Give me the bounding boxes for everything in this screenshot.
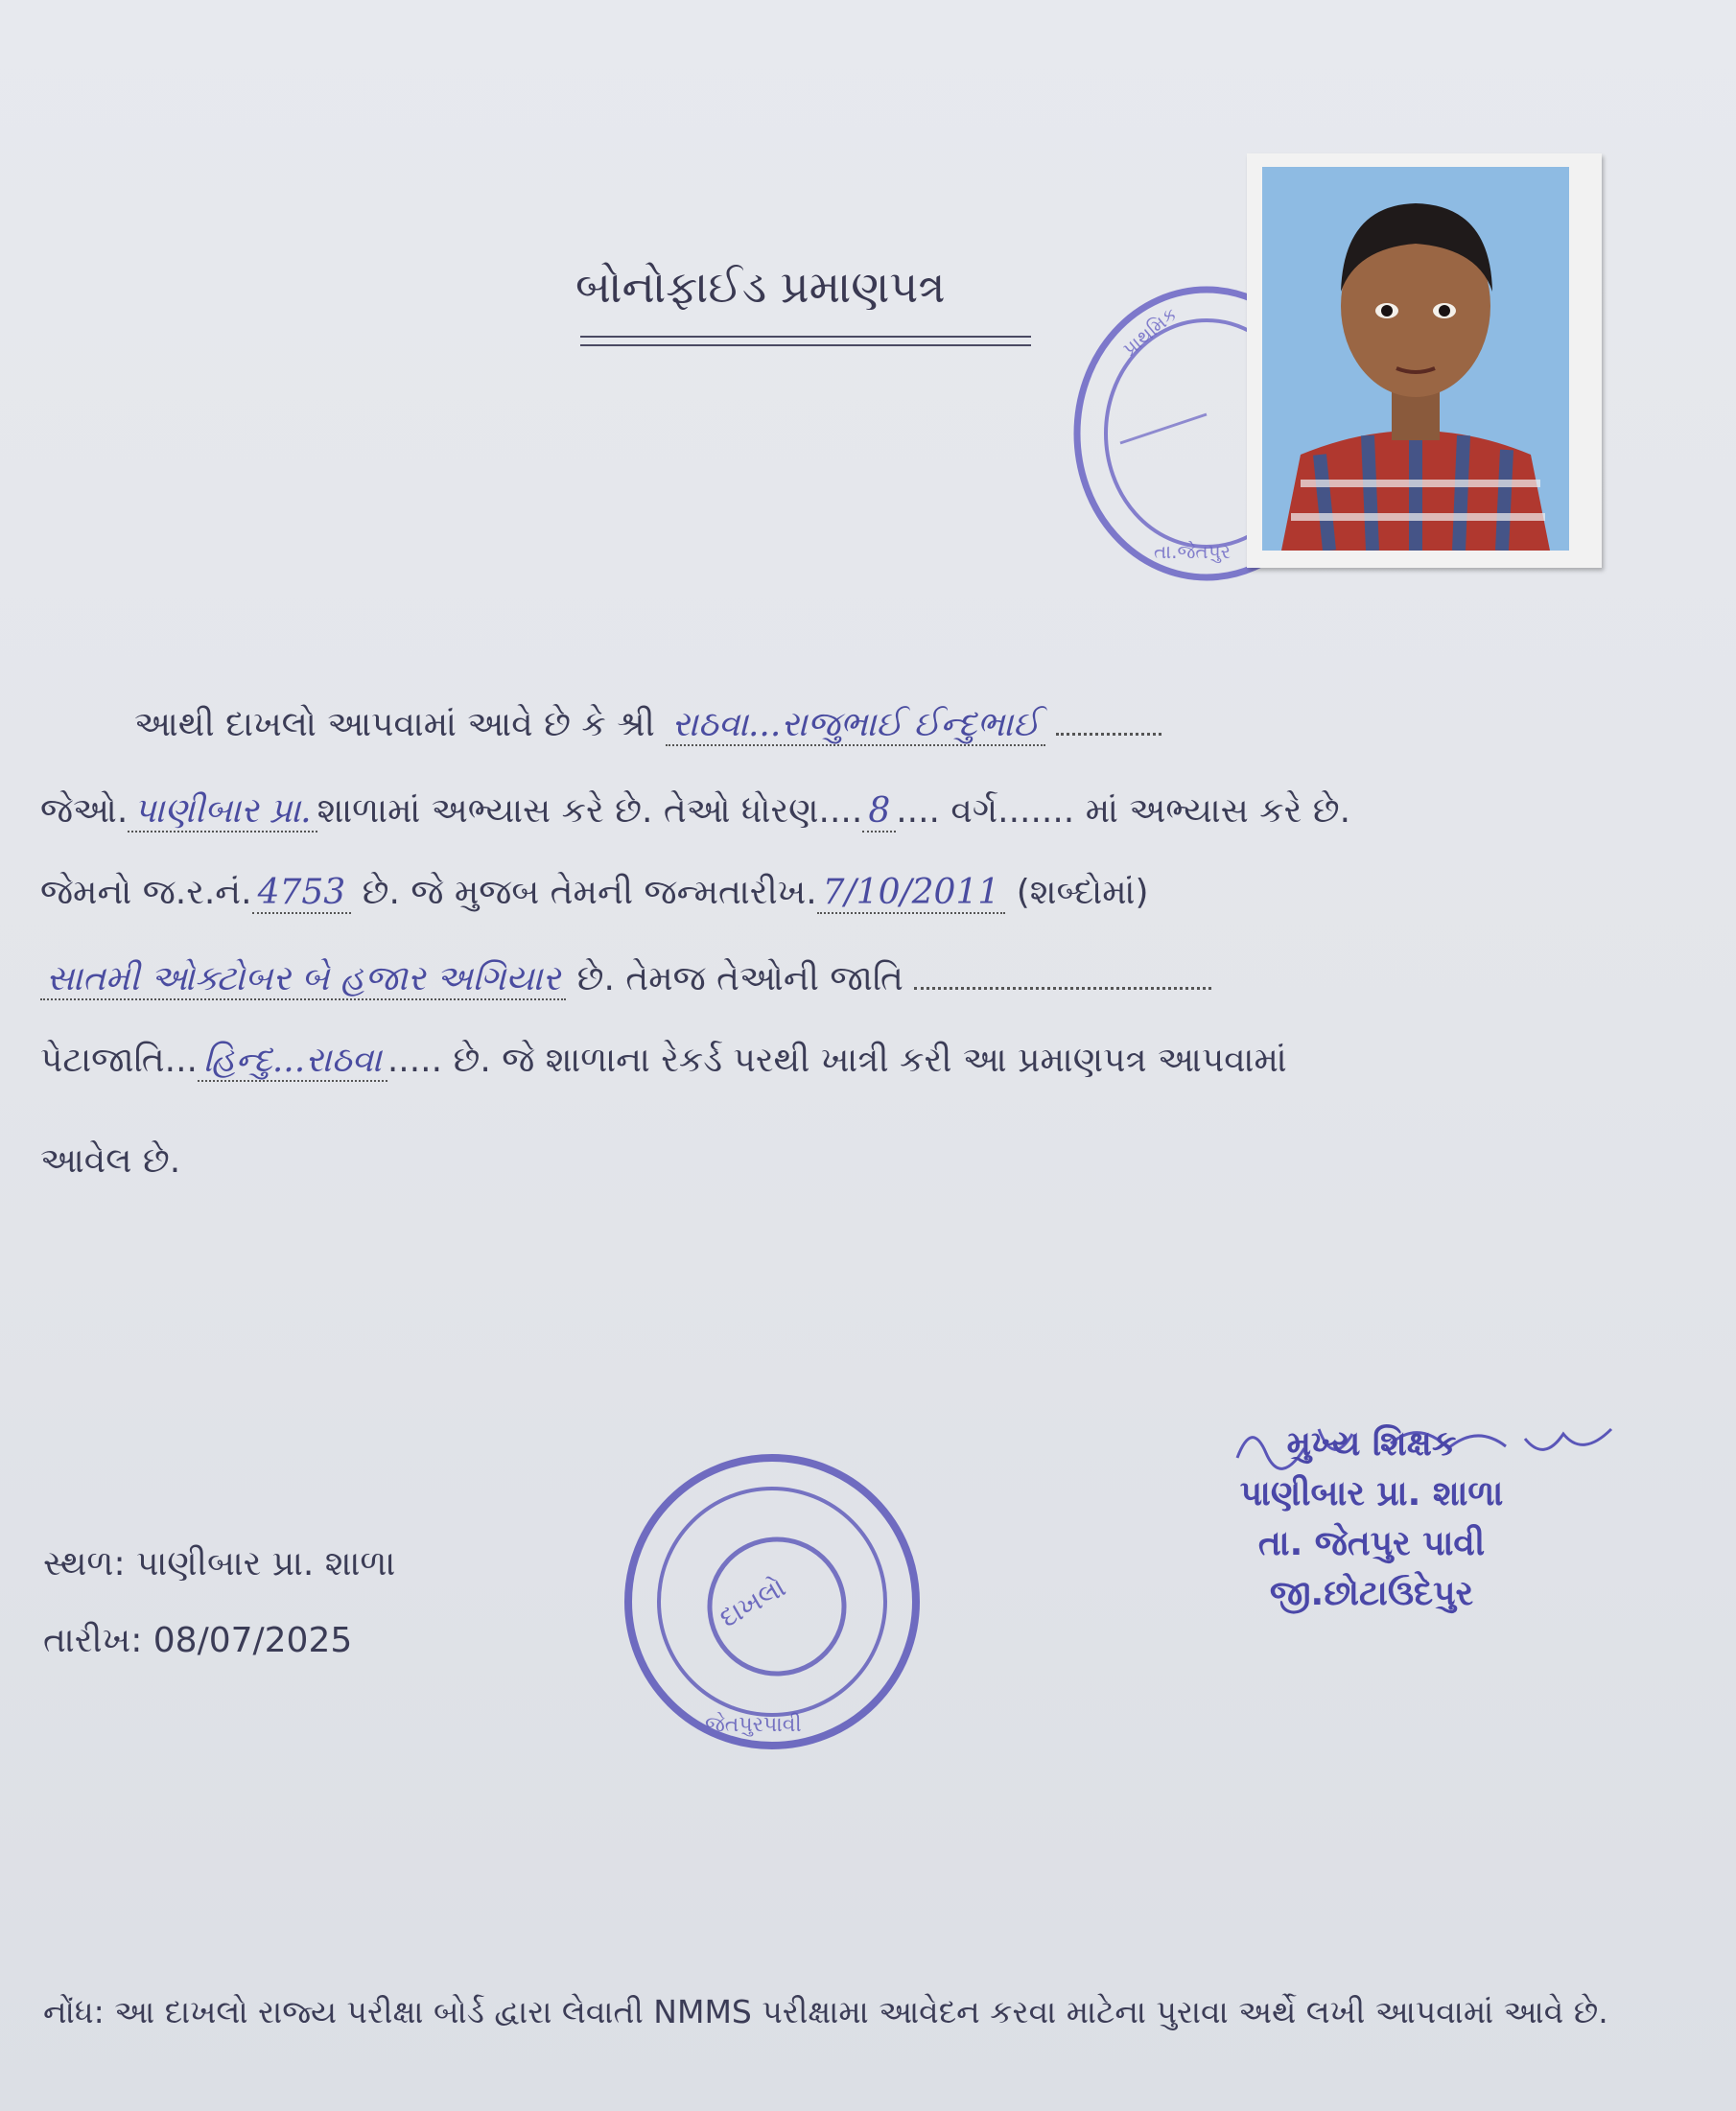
birth-date-words: સાતમી ઓક્ટોબર બે હજાર અગિયાર	[40, 959, 566, 1000]
date-label: તારીખ: 08/07/2025	[43, 1621, 353, 1660]
body-line-6: આવેલ છે.	[40, 1141, 181, 1181]
body-line-1-prefix: આથી દાખલો આપવામાં આવે છે કે શ્રી	[134, 705, 655, 744]
title-underline	[580, 336, 1031, 346]
standard-value: 8	[862, 791, 896, 833]
birth-date: 7/10/2011	[817, 873, 1006, 914]
signature-line-1: મુખ્ય શિક્ષક	[1286, 1424, 1457, 1464]
body-line-4	[40, 959, 1211, 999]
body-line-2	[40, 791, 1350, 832]
body-line-2-prefix: જેઓ.	[40, 791, 129, 831]
dotted-fill	[914, 986, 1211, 990]
student-photo-icon	[1262, 167, 1569, 551]
body-line-2-end: .... વર્ગ....... માં અભ્યાસ કરે છે.	[896, 791, 1351, 831]
svg-text:જેતપુરપાવી: જેતપુરપાવી	[705, 1713, 802, 1737]
student-name: રાઠવા...રાજુભાઈ ઈન્દુભાઈ	[666, 705, 1045, 746]
certificate-title: બોનોફાઈડ પ્રમાણપત્ર	[575, 261, 946, 313]
school-name: પાણીબાર પ્રા.	[128, 791, 317, 833]
body-line-3-end: (શબ્દોમાં)	[1016, 873, 1149, 912]
school-stamp-bottom	[614, 1443, 930, 1760]
body-line-5	[40, 1041, 1287, 1081]
sub-caste: હિન્દુ...રાઠવા	[198, 1041, 387, 1082]
body-line-3-mid: છે. જે મુજબ તેમની જન્મતારીખ.	[362, 873, 817, 912]
body-line-5-end: ..... છે. જે શાળાના રેકર્ડ પરથી ખાત્રી કરી આ પ્રમાણપત્ર આપવામાં	[387, 1041, 1287, 1080]
photo-frame	[1247, 153, 1602, 568]
footer-note: નોંધ: આ દાખલો રાજ્ય પરીક્ષા બોર્ડ દ્વારા લેવાતી NMMS પરીક્ષામા આવેદન કરવા માટેના પુરાવા અર્થે લખી આપવામાં આવે છે.	[43, 1993, 1608, 2030]
body-line-5-prefix: પેટાજાતિ...	[40, 1041, 198, 1080]
body-line-3-prefix: જેમનો જ.ર.નં.	[40, 873, 252, 912]
signature-line-4: જી.છોટાઉદેપુર	[1269, 1574, 1474, 1613]
headmaster-signature-stamp	[1122, 1419, 1621, 1619]
svg-text:તા.જેતપુર: તા.જેતપુર	[1154, 540, 1232, 563]
svg-text:દાખલો: દાખલો	[714, 1571, 791, 1634]
body-line-4-end: છે. તેમજ તેઓની જાતિ	[576, 959, 903, 998]
body-line-3	[40, 873, 1149, 913]
dotted-fill	[1056, 732, 1161, 736]
signature-line-2: પાણીબાર પ્રા. શાળા	[1239, 1474, 1504, 1513]
body-line-2-mid: શાળામાં અભ્યાસ કરે છે. તેઓ ધોરણ....	[317, 791, 863, 831]
place-label: સ્થળ: પાણીબાર પ્રા. શાળા	[43, 1544, 396, 1583]
svg-text:પ્રાથમિક: પ્રાથમિક	[1117, 302, 1182, 361]
body-line-1	[134, 705, 1161, 745]
signature-line-3: તા. જેતપુર પાવી	[1257, 1524, 1486, 1563]
gr-number: 4753	[252, 873, 352, 914]
